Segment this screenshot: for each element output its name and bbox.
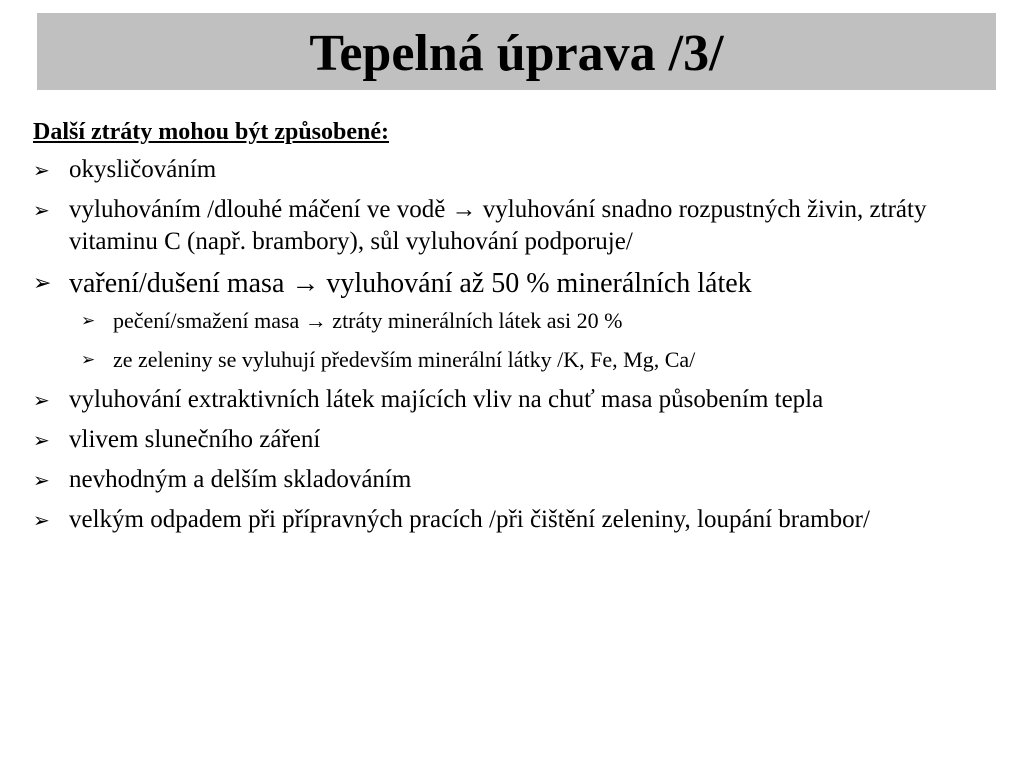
sub-bullet-text: ze zeleniny se vyluhují především minerální látky /K, Fe, Mg, Ca/ [113, 347, 696, 372]
sub-bullet-text: pečení/smažení masa → ztráty minerálních látek asi 20 % [113, 308, 623, 333]
bullet-item [33, 384, 993, 416]
arrow-bullet-icon: ➢ [33, 388, 50, 412]
bullet-text: vaření/dušení masa → vyluhování až 50 % minerálních látek [69, 268, 752, 299]
bullet-text: vlivem slunečního záření [69, 426, 321, 453]
arrow-bullet-icon: ➢ [81, 350, 96, 370]
arrow-bullet-icon: ➢ [81, 311, 96, 331]
bullet-item [33, 464, 993, 496]
bullet-item [33, 194, 993, 258]
arrow-bullet-icon: ➢ [33, 468, 50, 492]
bullet-item [33, 154, 993, 186]
bullet-item [33, 504, 993, 536]
bullet-text: nevhodným a delším skladováním [69, 466, 412, 493]
slide-content [33, 116, 993, 544]
sub-bullet-item [81, 306, 993, 336]
bullet-text: okysličováním [69, 156, 217, 183]
sub-bullet-item [81, 345, 993, 375]
slide-title: Tepelná úprava /3/ [309, 24, 724, 82]
bullet-text: velkým odpadem při přípravných pracích /při čištění zeleniny, loupání brambor/ [69, 506, 870, 533]
arrow-bullet-icon: ➢ [33, 271, 52, 296]
bullet-item [33, 424, 993, 456]
arrow-bullet-icon: ➢ [33, 198, 50, 222]
arrow-bullet-icon: ➢ [33, 428, 50, 452]
bullet-item [33, 266, 993, 302]
arrow-bullet-icon: ➢ [33, 508, 50, 532]
title-bar [37, 13, 996, 90]
section-heading: Další ztráty mohou být způsobené: [33, 119, 390, 145]
bullet-text: vyluhování extraktivních látek majících vliv na chuť masa působením tepla [69, 386, 824, 413]
bullet-text: vyluhováním /dlouhé máčení ve vodě → vyluhování snadno rozpustných živin, ztráty vitaminu C (např. brambory), sůl vyluhování podporuje/ [69, 196, 927, 255]
arrow-bullet-icon: ➢ [33, 158, 50, 182]
